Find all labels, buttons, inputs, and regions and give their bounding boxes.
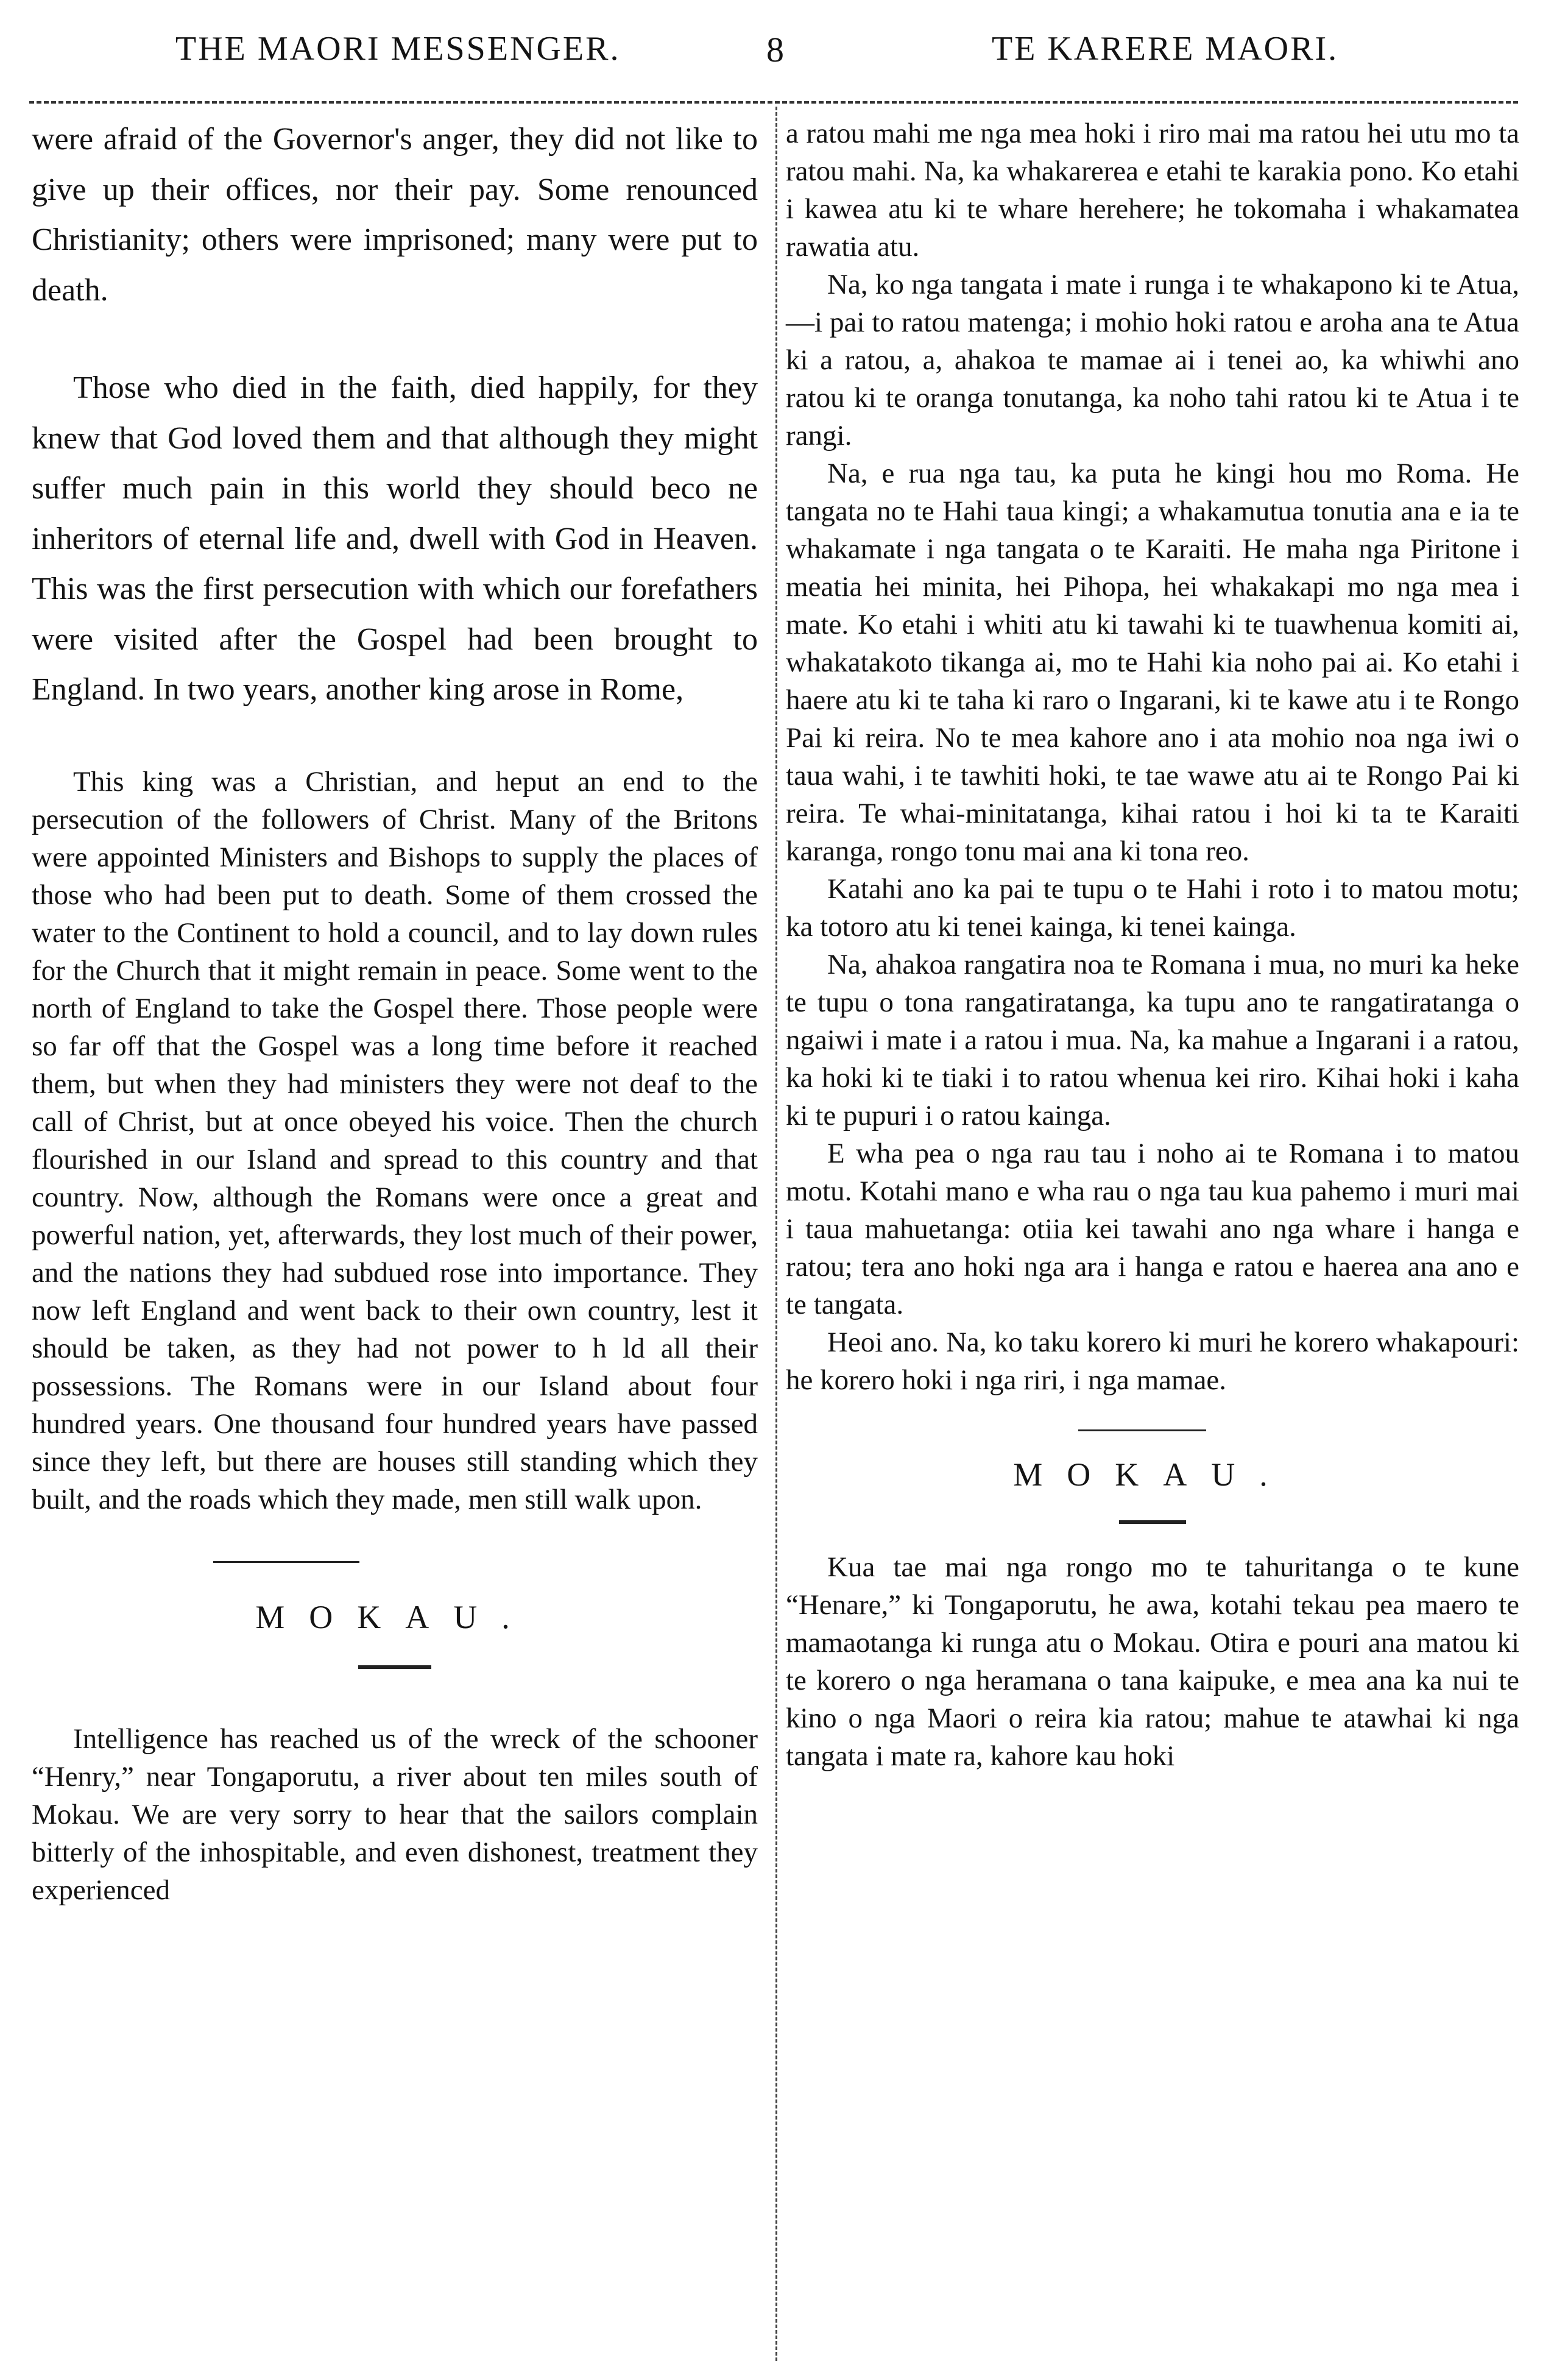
header-rule (29, 101, 1518, 104)
masthead-english: THE MAORI MESSENGER. (175, 30, 621, 68)
article-paragraph: E wha pea o nga rau tau i noho ai te Romana i to matou motu. Kotahi mano e wha rau o nga tau kua pahemo i muri mai i taua mahuetanga: otiia kei tawahi ano nga whare i hanga e ratou; tera ano hoki nga ara i hanga e ratou e haerea ana ano e te tangata. (786, 1138, 1519, 1320)
masthead-maori: TE KARERE MAORI. (992, 30, 1339, 68)
article-paragraph: Na, ko nga tangata i mate i runga i te whakapono ki te Atua,—i pai to ratou matenga; i mohio hoki ratou e aroha ana te Atua ki a ratou, a, ahakoa te mamae ai i tenei ao, ka whiwhi ano ratou ki te oranga tonutanga, ka noho tahi ratou ki te Atua i te rangi. (786, 269, 1519, 452)
article-paragraph: This king was a Christian, and heput an end to the persecution of the followers of Christ. Many of the Britons were appointed Ministers and Bishops to supply the places of those who had been put to death. Some of them crossed the water to the Continent to hold a council, and to lay down rules for the Church that it might remain in peace. Some went to the north of England to take the Gospel there. Those people were so far off that the Gospel was a long time before it reached them, but when they had ministers they were not deaf to the call of Christ, but at once obeyed his voice. Then the church flourished in our Island and spread to this country and that country. Now, although the Romans were once a great and powerful nation, yet, afterwards, they lost much of their power, and the nations they had subdued rose into importance. They now left England and went back to their own country, lest it should be taken, as they had not power to h ld all their possessions. The Romans were in our Island about four hundred years. One thousand four hundred years have passed since they left, but there are houses still standing which they built, and the roads which they made, men still walk upon. (32, 765, 758, 1515)
column-divider (775, 107, 777, 2361)
maori-column (786, 115, 1519, 1775)
article-paragraph: Katahi ano ka pai te tupu o te Hahi i roto i to matou motu; ka totoro atu ki tenei kainga, ki tenei kainga. (786, 873, 1519, 943)
article-paragraph: were afraid of the Governor's anger, they did not like to give up their offices, nor their pay. Some renounced Christianity; others were imprisoned; many were put to death. (32, 122, 758, 308)
mokau-paragraph: Kua tae mai nga rongo mo te tahuritanga o te kune “Henare,” ki Tongaporutu, he awa, kotahi tekau pea maero te mamaotanga ki runga atu o Mokau. Otira e pouri ana matou ki te korero o nga heramana o tana kaipuke, e mea ana ka nui te kino o nga Maori o reira kia ratou; mahue te atawhai ki nga tangata i mate ra, kahore kau hoki (786, 1551, 1519, 1772)
article-paragraph: Those who died in the faith, died happily, for they knew that God loved them and that although they might suffer much pain in this world they should beco ne inheritors of eternal life and, dwell with God in Heaven. This was the first persecution with which our forefathers were visited after the Gospel had been brought to England. In two years, another king arose in Rome, (32, 370, 758, 707)
english-small-text (32, 763, 758, 1909)
article-paragraph: a ratou mahi me nga mea hoki i riro mai ma ratou hei utu mo ta ratou mahi. Na, ka whakarerea e etahi te karakia pono. Ko etahi i kawea atu ki te whare herehere; he tokomaha i whakamatea rawatia atu. (786, 118, 1519, 263)
section-title-mokau: MOKAU. (1013, 1456, 1292, 1493)
article-paragraph: Heoi ano. Na, ko taku korero ki muri he korero whakapouri: he korero hoki i nga riri, i nga mamae. (786, 1326, 1519, 1396)
page-number: 8 (766, 30, 784, 69)
section-title-mokau: MOKAU. (255, 1598, 534, 1635)
english-column (32, 115, 758, 1909)
english-large-text (32, 115, 758, 715)
article-paragraph: Na, ahakoa rangatira noa te Romana i mua, no muri ka heke te tupu o tona rangatiratanga, ka tupu ano te rangatiratanga o ngaiwi i mate i a ratou i mua. Na, ka mahue a Ingarani i a ratou, ka hoki ki te tiaki i to ratou whenua kei riro. Kihai hoki i kaha ki te pupuri i o ratou kainga. (786, 949, 1519, 1132)
mokau-paragraph: Intelligence has reached us of the wreck of the schooner “Henry,” near Tongaporutu, a river about ten miles south of Mokau. We are very sorry to hear that the sailors complain bitterly of the inhospitable, and even dishonest, treatment they experienced (32, 1723, 758, 1906)
page-header (0, 24, 1554, 73)
article-paragraph: Na, e rua nga tau, ka puta he kingi hou mo Roma. He tangata no te Hahi taua kingi; a whakamutua tonutia ana e ia te whakamate i nga tangata o te Karaiti. He maha nga Piritone i meatia hei minita, hei Pihopa, hei whakakapi mo nga mea i mate. Ko etahi i whiti atu ki tawahi ki te tuawhenua komiti ai, whakatakoto tikanga ai, mo te Hahi kia noho pai ai. Ko etahi i haere atu ki te taha ki raro o Ingarani, ki te kawe atu i te Rongo Pai ki reira. No te mea kahore ano i ata mohio noa nga iwi o taua wahi, i te tawhiti hoki, te tae wawe atu ai te Rongo Pai ki reira. Te whai-minitatanga, kihai ratou i hoi ki ta te Karaiti karanga, rongo tonu mai ana ki tona reo. (786, 458, 1519, 867)
